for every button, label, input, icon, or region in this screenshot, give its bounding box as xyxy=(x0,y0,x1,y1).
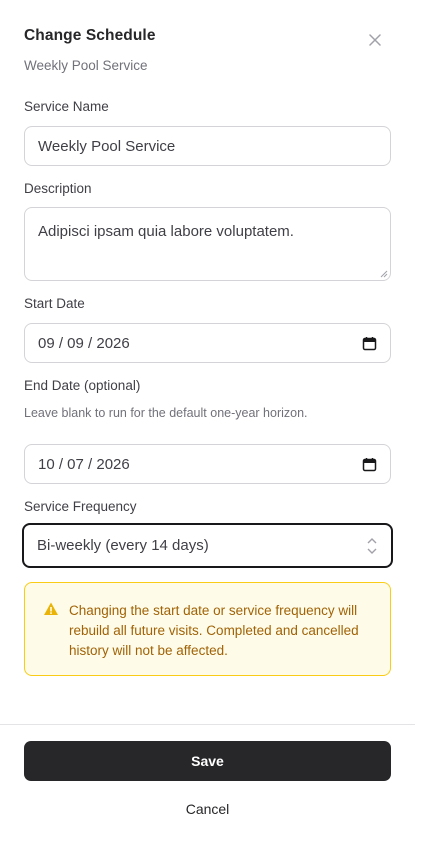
end-date-label: End Date (optional) xyxy=(24,378,141,393)
start-date-value: 09 / 09 / 2026 xyxy=(38,334,130,352)
calendar-icon[interactable] xyxy=(361,456,377,472)
service-name-input[interactable] xyxy=(24,126,391,166)
warning-callout xyxy=(24,582,391,676)
frequency-select[interactable] xyxy=(22,523,393,568)
service-name-value: Weekly Pool Service xyxy=(38,137,176,155)
frequency-label: Service Frequency xyxy=(24,499,137,514)
resize-handle-icon[interactable] xyxy=(380,270,388,278)
dialog-header xyxy=(24,27,406,73)
cancel-button[interactable]: Cancel xyxy=(185,801,230,817)
frequency-value: Bi-weekly (every 14 days) xyxy=(37,537,209,554)
start-date-label: Start Date xyxy=(24,296,85,311)
chevron-up-down-icon xyxy=(366,536,378,556)
warning-icon xyxy=(43,601,59,617)
service-name-label: Service Name xyxy=(24,99,109,114)
end-date-hint: Leave blank to run for the default one-year horizon. xyxy=(24,406,308,420)
footer-divider xyxy=(0,724,415,725)
save-button[interactable]: Save xyxy=(24,741,391,781)
dialog-title: Change Schedule xyxy=(24,27,156,44)
description-label: Description xyxy=(24,181,92,196)
end-date-value: 10 / 07 / 2026 xyxy=(38,455,130,473)
warning-text: Changing the start date or service frequency will rebuild all future visits. Completed and cancelled history will not be affected. xyxy=(69,603,359,658)
calendar-icon[interactable] xyxy=(361,335,377,351)
end-date-input[interactable] xyxy=(24,444,391,484)
close-icon xyxy=(369,34,381,46)
start-date-input[interactable] xyxy=(24,323,391,363)
description-textarea[interactable] xyxy=(24,207,391,281)
close-button[interactable] xyxy=(366,31,384,49)
dialog-subtitle: Weekly Pool Service xyxy=(24,58,148,73)
description-value: Adipisci ipsam quia labore voluptatem. xyxy=(38,223,294,240)
